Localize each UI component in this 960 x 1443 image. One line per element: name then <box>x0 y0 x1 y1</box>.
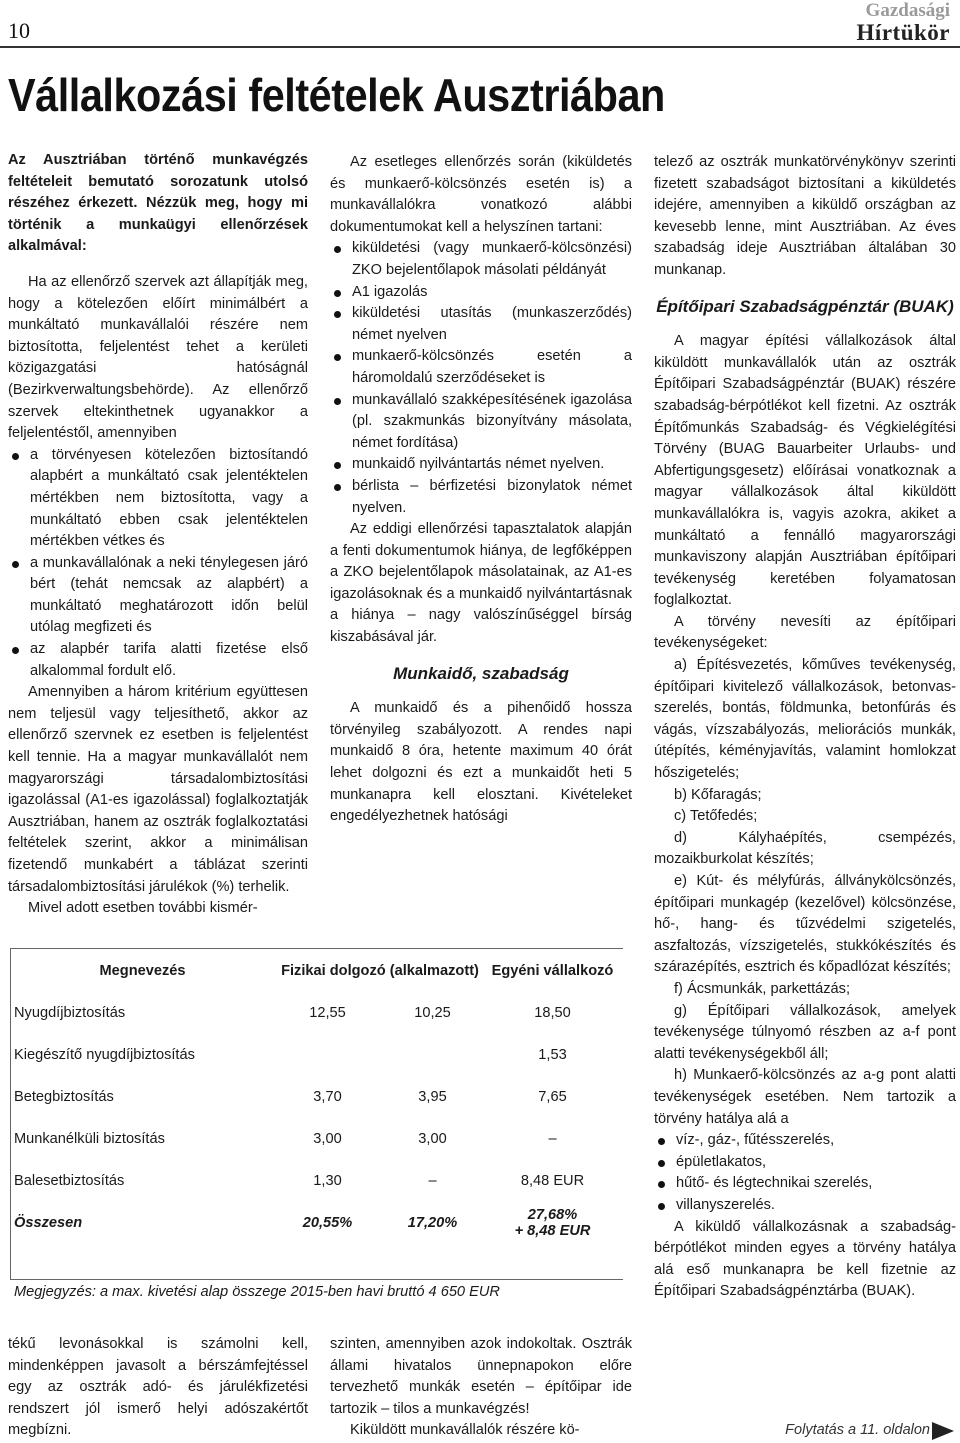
row-label: Munkanélküli biztosítás <box>14 1131 165 1147</box>
section-heading: Építőipari Szabadságpénztár (BUAK) <box>656 296 954 316</box>
column-1-bottom <box>8 1334 308 1442</box>
list-item: b) Kőfaragás; <box>674 786 762 803</box>
cell: 1,53 <box>538 1047 567 1063</box>
lead-paragraph: Az Ausztriában történő munkavégzés feltételeit bemutató sorozatunk utolsó részéhez érkezett. Nézzük meg, hogy mi történik a munkaügyi ellenőrzések alkalmával: <box>8 152 308 255</box>
arrow-right-icon <box>932 1422 954 1440</box>
header-cell: Megnevezés <box>99 963 186 979</box>
list-item: e) Kút- és mélyfúrás, állványkölcsönzés, építőipari munkagép (kezelővel) kölcsönzése, hő-, hang- és tűzvédelmi szigetelés, aszfaltozás, vízszigetelés, stukkókészítés és szárazépítés, esztrich és kőpadlózat készítés; <box>654 873 956 976</box>
list-item: c) Tetőfedés; <box>674 808 758 825</box>
page-header <box>0 0 960 46</box>
list-item: munkavállaló szakképesítésének igazolása (pl. szakmunkás bizonyítvány másolata, német fordítása) <box>330 390 632 455</box>
header-rule <box>0 46 960 48</box>
brand-line-2: Hírtükör <box>856 20 950 45</box>
list-item: villanyszerelés. <box>654 1195 956 1217</box>
list-item: hűtő- és légtechnikai szerelés, <box>654 1173 956 1195</box>
list-item: kiküldetési (vagy munkaerő-kölcsönzési) ZKO bejelentőlapok másolati példányát <box>330 238 632 281</box>
paragraph: Amennyiben a három kritérium együttesen nem teljesül vagy teljesíthető, akkor az ellenőrző szervnek ez esetben is feljelentést kell tennie. Ha a magyar munkavállalót nem magyarországi társadalombiztosítási igazolással (A1-es igazolással) foglalkoztatják Ausztriában, hanem az osztrák foglalkoztatási feltételek szerint, akkor a minimálisan fizetendő munkabért a táblázat szerinti társadalombiztosítási járulékok (%) terhelik. <box>8 684 308 895</box>
paragraph: szinten, amennyiben azok indokoltak. Osztrák állami hivatalos ünnepnapokon előre tervezhető munkák esetén – építőipar ide tartozik – tilos a munkavégzés! <box>330 1336 632 1417</box>
cell: 3,00 <box>313 1131 342 1147</box>
cell: 10,25 <box>414 1005 451 1021</box>
cell: 8,48 EUR <box>520 1173 585 1189</box>
list-item: g) Építőipari vállalkozások, amelyek tevékenysége túlnyomó részben az a-f pont alatti tevékenységekből áll; <box>654 1002 956 1062</box>
list-item: munkaerő-kölcsönzés esetén a háromoldalú szerződéseket is <box>330 346 632 389</box>
page-number: 10 <box>8 18 30 43</box>
cell: – <box>428 1173 437 1189</box>
column-2 <box>330 152 632 828</box>
list-item: épületlakatos, <box>654 1152 956 1174</box>
brand-line-1: Gazdasági <box>865 0 950 21</box>
list-item: víz-, gáz-, fűtésszerelés, <box>654 1130 956 1152</box>
list-item: munkaidő nyilvántartás német nyelven. <box>330 454 632 476</box>
documents-list <box>330 238 632 519</box>
list-item: A1 igazolás <box>330 282 632 304</box>
total-extra: + 8,48 EUR <box>514 1223 591 1239</box>
section-heading: Munkaidő, szabadság <box>393 663 569 683</box>
list-item: kiküldetési utasítás (munkaszerződés) német nyelven <box>330 303 632 346</box>
cell: 7,65 <box>538 1089 567 1105</box>
row-label: Betegbiztosítás <box>14 1089 114 1105</box>
row-label: Balesetbiztosítás <box>14 1173 125 1189</box>
column-1 <box>8 150 308 920</box>
paragraph: Ha az ellenőrző szervek azt állapítják meg, hogy a kötelezően előírt minimálbért a munkáltató munkavállalói részére nem biztosította, feljelentést tehet a kerületi közigazgatási hatóságnál (Bezirkverwaltungsbehörde). Az ellenőrző szervek eltekinthetnek ugyanakkor a feljelentéstől, amennyiben <box>8 273 308 442</box>
table-row <box>10 1034 620 1076</box>
list-item: h) Munkaerő-kölcsönzés az a-g pont alatti tevékenységek esetében. Nem tartozik a törvény hatálya alá a <box>654 1067 956 1127</box>
total-percent: 27,68% <box>527 1207 578 1223</box>
contribution-table <box>10 950 620 1244</box>
column-3 <box>654 152 956 1303</box>
total-row <box>10 1202 620 1244</box>
table-row <box>10 1118 620 1160</box>
table-row <box>10 992 620 1034</box>
paragraph: telező az osztrák munkatörvénykönyv szerinti fizetett szabadságot biztosítani a kiküldetés idejére, amennyiben a kiküldő országban az kevesebb lenne, mint Ausztriában. Az éves szabadság ideje Ausztriában általában 30 munkanap. <box>654 154 956 278</box>
row-label: Összesen <box>14 1215 83 1231</box>
cell: 18,50 <box>534 1005 571 1021</box>
list-item: a törvényesen kötelezően biztosítandó alapbért a munkáltató csak jelentéktelen mértékben nem biztosította, vagy a munkáltató ebben csak jelentéktelen mértékben vétkes és <box>8 445 308 553</box>
paragraph: tékű levonásokkal is számolni kell, mindenképpen javasolt a bérszámfejtéssel egy az osztrák adó- és járulékfizetési rendszert jól ismerő helyi adószakértőt megbízni. <box>8 1336 308 1439</box>
cell: 20,55% <box>302 1215 353 1231</box>
list-item: a munkavállalónak a neki ténylegesen járó bért (tehát nemcsak az alapbért) a munkáltató meghatározott időn belül utólag megfizeti és <box>8 553 308 639</box>
row-label: Kiegészítő nyugdíjbiztosítás <box>14 1047 195 1063</box>
table-note: Megjegyzés: a max. kivetési alap összege 2015-ben havi bruttó 4 650 EUR <box>14 1284 500 1300</box>
cell <box>380 1034 485 1076</box>
cell: 3,95 <box>418 1089 447 1105</box>
list-item: d) Kályhaépítés, csempézés, mozaikburkolat készítés; <box>654 829 956 868</box>
paragraph: Kiküldött munkavállalók részére kö- <box>350 1422 580 1439</box>
paragraph: Mivel adott esetben további kismér- <box>28 900 258 917</box>
list-item: az alapbér tarifa alatti fizetése első alkalommal fordult elő. <box>8 639 308 682</box>
header-cell: Egyéni vállalkozó <box>491 963 614 979</box>
paragraph: A munkaidő és a pihenőidő hossza törvényileg szabályozott. A rendes napi munkaidő 8 óra, hetente maximum 40 órát lehet dolgozni és ezt a munkaidőt heti 5 munkanapra kell elosztani. Kivételeket engedélyezhetnek hatósági <box>330 700 632 825</box>
cell: 12,55 <box>309 1005 346 1021</box>
paragraph: Az esetleges ellenőrzés során (kiküldetés és munkaerő-kölcsönzés esetén is) a munkavállalókra vonatkozó alábbi dokumentumokat kell a helyszínen tartani: <box>330 154 632 235</box>
cell: 3,00 <box>418 1131 447 1147</box>
table-header-row <box>10 950 620 992</box>
cell: 17,20% <box>407 1215 458 1231</box>
cell <box>485 1202 620 1244</box>
cell <box>275 1034 380 1076</box>
header-cell: Fizikai dolgozó (alkalmazott) <box>281 963 479 979</box>
article-title: Vállalkozási feltételek Ausztriában <box>8 69 665 121</box>
list-item: bérlista – bérfizetési bizonylatok német nyelven. <box>330 476 632 519</box>
criteria-list <box>8 445 308 683</box>
table-row <box>10 1076 620 1118</box>
paragraph: A törvény nevesíti az építőipari tevékenységeket: <box>654 613 956 652</box>
paragraph: Az eddigi ellenőrzési tapasztalatok alapján a fenti dokumentumok hiánya, de legfőképpen a ZKO bejelentőlapok másolatainak, az A1-es igazolásoknak és a munkaidő nyilvántartásnak a hiánya – nagy valószínűséggel bírság kiszabásával jár. <box>330 521 632 646</box>
table-row <box>10 1160 620 1202</box>
paragraph: A magyar építési vállalkozások által kiküldött munkavállalók után az osztrák Építőipari Szabadságpénztár (BUAK) részére szabadság-bérpótlékot kell fizetni. Az osztrák Építőmunkás Szabadság- és Végkielégítési Törvény (BUAG Bauarbeiter Urlaubs- und Abfertigungsgesetz) előírásai vonatkoznak a magyar vállalkozások által kiküldött munkavállalókra is, vagyis azokra, akiket a munkáltató a fennálló magyarországi munkaviszony alapján Ausztriában építőipari tevékenység keretében folyamatosan foglalkoztat. <box>654 333 956 609</box>
column-2-bottom <box>330 1334 632 1442</box>
list-item: a) Építésvezetés, kőműves tevékenység, építőipari kivitelező vállalkozások, betonvas-szerelés, bontás, földmunka, betonfúrás és vágás, vízszabályozás, meliorációs munkák, útépítés, kéményjavítás, valamint homlokzat hőszigetelés; <box>654 657 956 782</box>
row-label: Nyugdíjbiztosítás <box>14 1005 126 1021</box>
paragraph: A kiküldő vállalkozásnak a szabadság-bérpótlékot minden egyes a törvény hatálya alá eső munkanapra be kell fizetnie az Építőipari Szabadságpénztárba (BUAK). <box>654 1218 956 1300</box>
cell: 3,70 <box>313 1089 342 1105</box>
list-item: f) Ácsmunkák, parkettázás; <box>674 980 851 997</box>
cell: 1,30 <box>313 1173 342 1189</box>
excluded-list <box>654 1130 956 1216</box>
continued-link[interactable]: Folytatás a 11. oldalon <box>785 1422 930 1438</box>
cell: – <box>548 1131 557 1147</box>
